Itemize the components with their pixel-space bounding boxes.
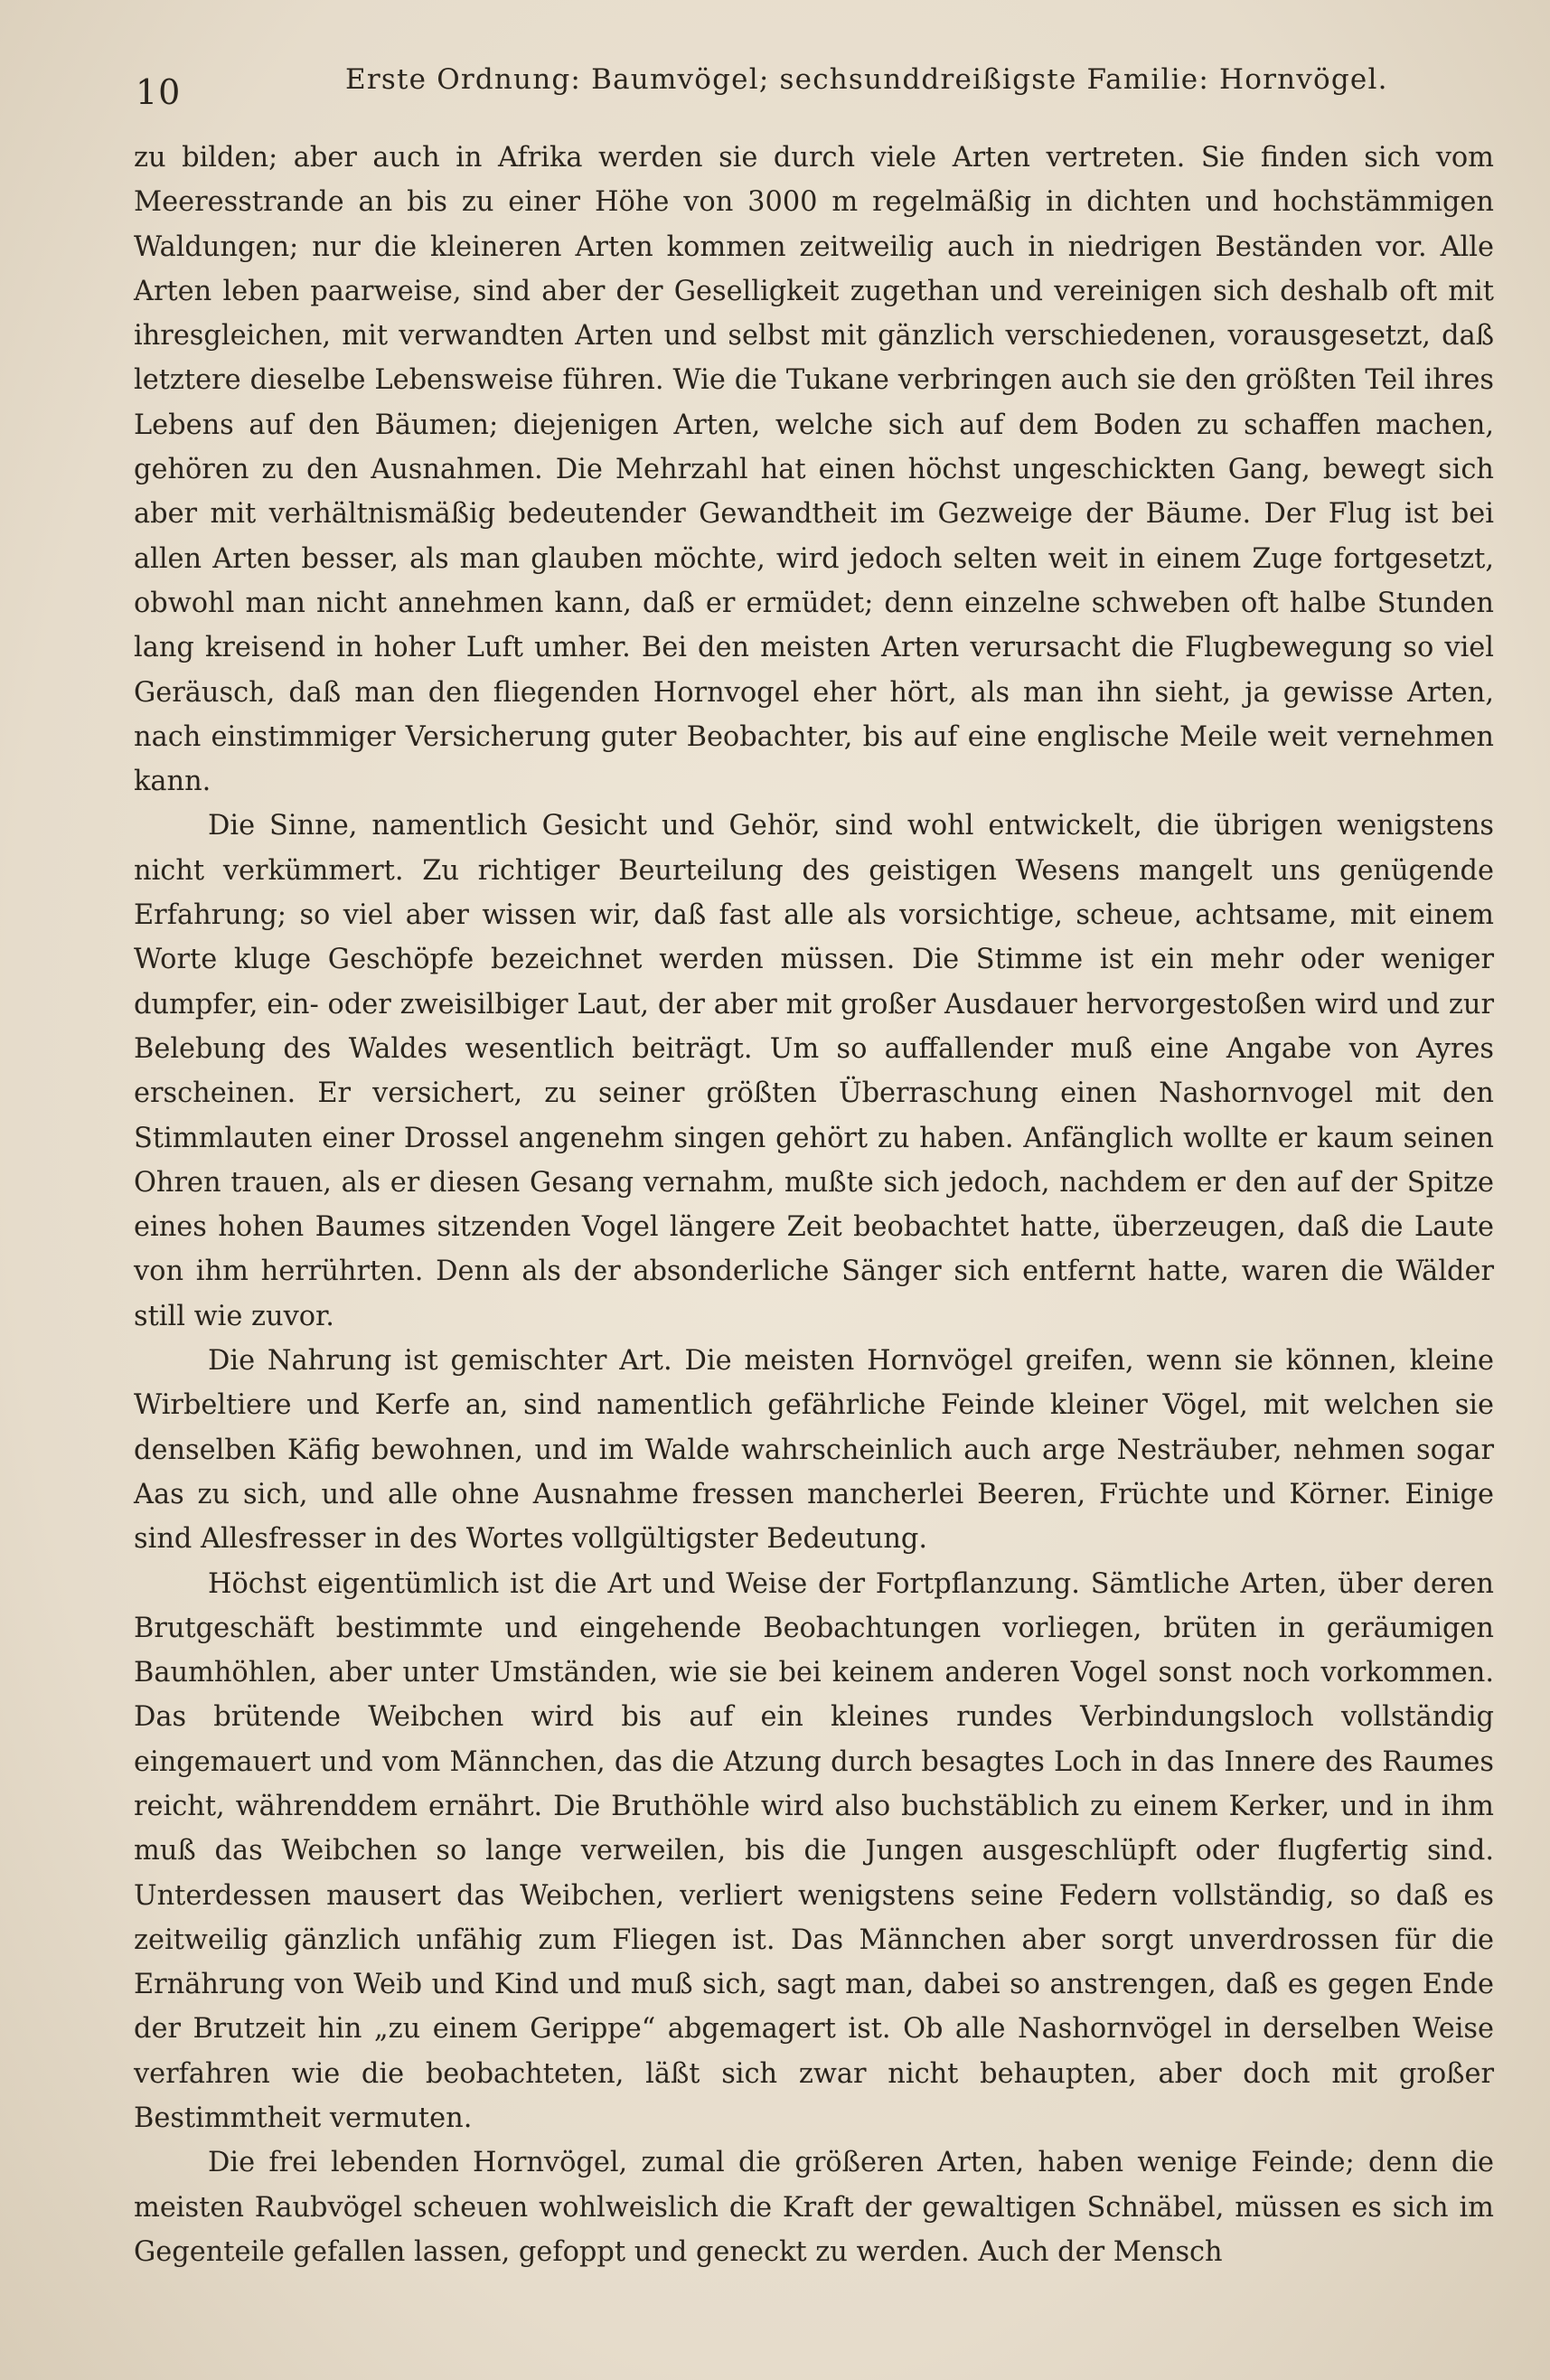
body-text (134, 136, 1494, 2274)
paragraph-continuation: zu bilden; aber auch in Afrika werden sie durch viele Arten vertreten. Sie finden sich vom Meeresstrande an bis zu einer Höhe von 3000 m regelmäßig in dichten und hochstämmigen Waldungen; nur die kleineren Arten kommen zeitweilig auch in niedrigen Beständen vor. Alle Arten leben paarweise, sind aber der Geselligkeit zugethan und vereinigen sich deshalb oft mit ihresgleichen, mit verwandten Arten und selbst mit gänzlich verschiedenen, vorausgesetzt, daß letztere dieselbe Lebensweise führen. Wie die Tukane verbringen auch sie den größten Teil ihres Lebens auf den Bäumen; diejenigen Arten, welche sich auf dem Boden zu schaffen machen, gehören zu den Ausnahmen. Die Mehrzahl hat einen höchst ungeschickten Gang, bewegt sich aber mit verhältnismäßig bedeutender Gewandtheit im Gezweige der Bäume. Der Flug ist bei allen Arten besser, als man glauben möchte, wird jedoch selten weit in einem Zuge fortgesetzt, obwohl man nicht annehmen kann, daß er ermüdet; denn einzelne schweben oft halbe Stunden lang kreisend in hoher Luft umher. Bei den meisten Arten verursacht die Flugbewegung so viel Geräusch, daß man den fliegenden Hornvogel eher hört, als man ihn sieht, ja gewisse Arten, nach einstimmiger Versicherung guter Beobachter, bis auf eine englische Meile weit vernehmen kann. (134, 142, 1494, 798)
paragraph-reproduction: Höchst eigentümlich ist die Art und Weise der Fortpflanzung. Sämtliche Arten, über deren Brutgeschäft bestimmte und eingehende Beobachtungen vorliegen, brüten in geräumigen Baumhöhlen, aber unter Umständen, wie sie bei keinem anderen Vogel sonst noch vorkommen. Das brütende Weibchen wird bis auf ein kleines rundes Verbindungsloch vollständig eingemauert und vom Männchen, das die Atzung durch besagtes Loch in das Innere des Raumes reicht, währenddem ernährt. Die Bruthöhle wird also buchstäblich zu einem Kerker, und in ihm muß das Weibchen so lange verweilen, bis die Jungen ausgeschlüpft oder flugfertig sind. Unterdessen mausert das Weibchen, verliert wenigstens seine Federn vollständig, so daß es zeitweilig gänzlich unfähig zum Fliegen ist. Das Männchen aber sorgt unverdrossen für die Ernährung von Weib und Kind und muß sich, sagt man, dabei so anstrengen, daß es gegen Ende der Brutzeit hin „zu einem Gerippe“ abgemagert ist. Ob alle Nashornvögel in derselben Weise verfahren wie die beobachteten, läßt sich zwar nicht behaupten, aber doch mit großer Bestimmtheit vermuten. (134, 1567, 1494, 2135)
paragraph-food: Die Nahrung ist gemischter Art. Die meisten Hornvögel greifen, wenn sie können, kleine Wirbeltiere und Kerfe an, sind namentlich gefährliche Feinde kleiner Vögel, mit welchen sie denselben Käfig bewohnen, und im Walde wahrscheinlich auch arge Nesträuber, nehmen sogar Aas zu sich, und alle ohne Ausnahme fressen mancherlei Beeren, Früchte und Körner. Einige sind Allesfresser in des Wortes vollgültigster Bedeutung. (134, 1345, 1494, 1556)
running-head: Erste Ordnung: Baumvögel; sechsunddreißigste Familie: Hornvögel. (345, 63, 1388, 96)
paragraph-enemies: Die frei lebenden Hornvögel, zumal die größeren Arten, haben wenige Feinde; denn die meisten Raubvögel scheuen wohlweislich die Kraft der gewaltigen Schnäbel, müssen es sich im Gegenteile gefallen lassen, gefoppt und geneckt zu werden. Auch der Mensch (134, 2147, 1494, 2268)
paragraph-senses: Die Sinne, namentlich Gesicht und Gehör, sind wohl entwickelt, die übrigen wenigstens nicht verkümmert. Zu richtiger Beurteilung des geistigen Wesens mangelt uns genügende Erfahrung; so viel aber wissen wir, daß fast alle als vorsichtige, scheue, achtsame, mit einem Worte kluge Geschöpfe bezeichnet werden müssen. Die Stimme ist ein mehr oder weniger dumpfer, ein- oder zweisilbiger Laut, der aber mit großer Ausdauer hervorgestoßen wird und zur Belebung des Waldes wesentlich beiträgt. Um so auffallender muß eine Angabe von Ayres erscheinen. Er versichert, zu seiner größten Überraschung einen Nashornvogel mit den Stimmlauten einer Drossel angenehm singen gehört zu haben. Anfänglich wollte er kaum seinen Ohren trauen, als er diesen Gesang vernahm, mußte sich jedoch, nachdem er den auf der Spitze eines hohen Baumes sitzenden Vogel längere Zeit beobachtet hatte, überzeugen, daß die Laute von ihm herrührten. Denn als der absonderliche Sänger sich entfernt hatte, waren die Wälder still wie zuvor. (134, 810, 1494, 1332)
page-number: 10 (136, 72, 182, 112)
page-header (136, 56, 1491, 110)
